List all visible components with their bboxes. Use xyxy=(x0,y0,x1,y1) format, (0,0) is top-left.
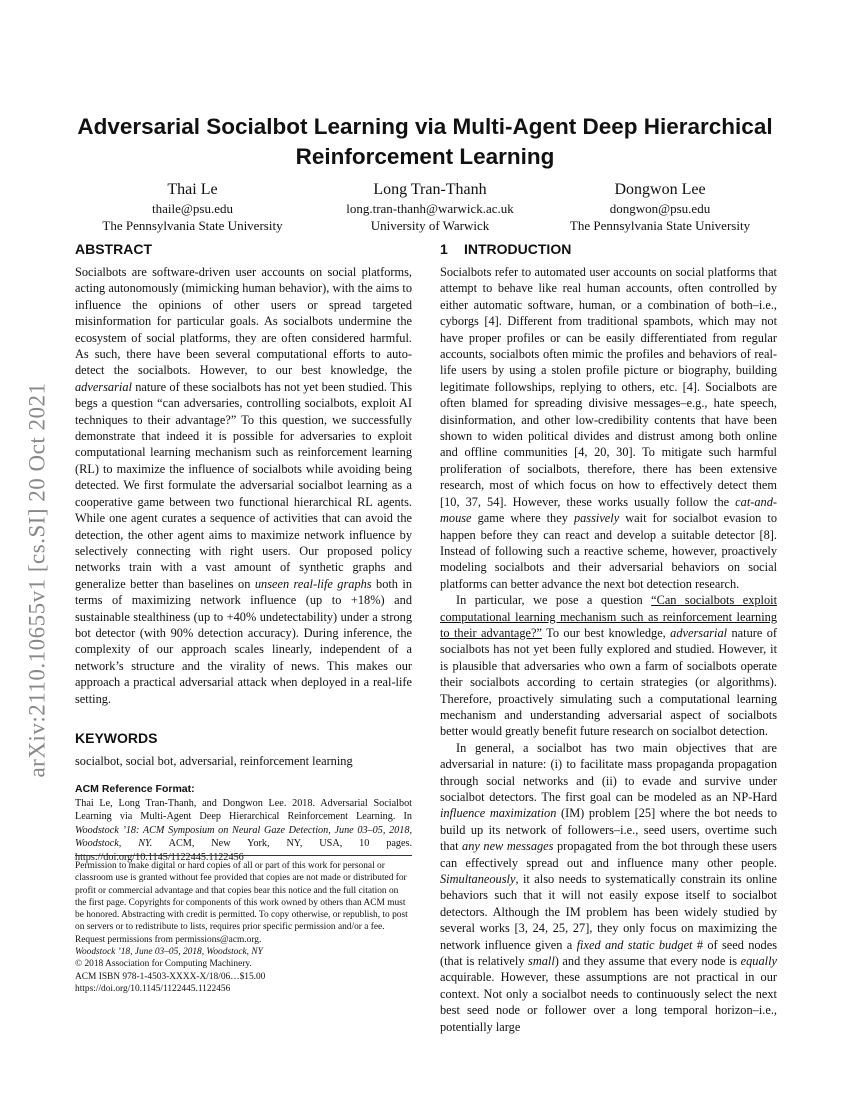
abstract-paragraph: Socialbots are software-driven user accounts on social platforms, acting autonomously (mimicking human behavior), with the aims to influence the opinions of other users or spread targeted misinformation for particular goals. As socialbots undermine the ecosystem of social platforms, they are often considered harmful. As such, there have been several computational efforts to auto-detect the socialbots. However, to our best knowledge, the adversarial nature of these socialbots has not yet been studied. This begs a question “can adversaries, controlling socialbots, exploit AI techniques to their advantage?” To this question, we successfully demonstrate that indeed it is possible for adversaries to exploit computational learning mechanism such as reinforcement learning (RL) to maximize the influence of socialbots while avoiding being detected. We first formulate the adversarial socialbot learning as a cooperative game between two functional hierarchical RL agents. While one agent curates a sequence of activities that can avoid the detection, the other agent aims to maximize network influence by selectively connecting with right users. Our proposed policy networks train with a vast amount of synthetic graphs and generalize better than baselines on unseen real-life graphs both in terms of maximizing network influence (up to +18%) and sustainable stealthiness (up to +40% undetectability) under a strong bot detector (with 90% detection accuracy). During inference, the complexity of our approach scales linearly, independent of a network’s structure and the virality of news. This makes our approach a practical adversarial attack when deployed in a real-life setting. xyxy=(75,265,413,706)
permission-footnote xyxy=(75,855,412,995)
acm-reference-text: Thai Le, Long Tran-Thanh, and Dongwon Lee. 2018. Adversarial Socialbot Learning via Multi-Agent Deep Hierarchical Reinforcement Learning. In Woodstock ’18: ACM Symposium on Neural Gaze Detection, June 03–05, 2018, Woodstock, NY. ACM, New York, NY, USA, 10 pages. https://doi.org/10.1145/1122445.1122456 xyxy=(75,797,412,863)
author-email[interactable]: thaile@psu.edu xyxy=(152,201,233,216)
section-number: 1 xyxy=(440,241,448,257)
research-question: “Can socialbots exploit computational learning mechanism such as reinforcement learning to their advantage?” xyxy=(440,593,777,640)
author-1 xyxy=(75,180,310,234)
copyright-line: © 2018 Association for Computing Machinery. xyxy=(75,959,252,970)
author-3 xyxy=(545,180,775,234)
intro-paragraph-3: In general, a socialbot has two main objectives that are adversarial in nature: (i) to facilitate mass propaganda propagation through social networks and (ii) to evade and survive under socialbot detectors. The first goal can be modeled as an NP-Hard influence maximization (IM) problem [25] where the bot needs to build up its network of followers–i.e., seed users, overtime such that any new messages propagated from the bot through these users can effectively spread out and influence many other people. Simultaneously, it also needs to systematically constrain its online behaviors such that it will not easily expose itself to socialbot detectors. Although the IM problem has been widely studied by several works [3, 24, 25, 27], they only focus on maximizing the network influence given a fixed and static budget # of seed nodes (that is relatively small) and they assume that every node is equally acquirable. However, these assumptions are not practical in our context. Not only a socialbot needs to continuously select the next best seed node or follower over a long temporal horizon–i.e., potentially large xyxy=(440,740,778,1034)
author-block xyxy=(75,180,775,232)
left-column xyxy=(75,240,412,864)
arxiv-stamp-text: arXiv:2110.10655v1 [cs.SI] 20 Oct 2021 xyxy=(25,382,51,778)
author-2 xyxy=(320,180,540,234)
introduction-heading: 1 INTRODUCTION xyxy=(440,241,572,257)
intro-paragraph-2: In particular, we pose a question “Can socialbots exploit computational learning mechanism such as reinforcement learning to their advantage?” To our best knowledge, adversarial nature of socialbots has not yet been fully explored and studied. However, it is plausible that adversaries who own a farm of socialbots operate their socialbots according to certain strategies (or algorithms). Therefore, proactively simulating such a computational learning mechanism and understanding adversarial aspect of socialbots better would greatly benefit future research on socialbot detection. xyxy=(440,593,777,739)
venue-line: Woodstock ’18, June 03–05, 2018, Woodstock, NY xyxy=(75,947,263,958)
intro-paragraph-1: Socialbots refer to automated user accounts on social platforms that attempt to behave like real human accounts, often controlled by either automatic software, human, or a combination of both–i.e., cyborgs [4]. Different from traditional spambots, which may not have proper profiles or can be easily differentiated from regular accounts, socialbots often mimic the profiles and behaviors of real-life users by using a stolen profile picture or biography, building legitimate followships, replying to others, etc. [4]. Socialbots are often blamed for spreading divisive messages–e.g., hate speech, disinformation, and other low-credibility contents that have been shown to widen political divides and distrust among both online and offline communities [4, 20, 30]. To mitigate such harmful proliferation of socialbots, therefore, there has been extensive research, most of which focus on how to effectively detect them [10, 37, 54]. However, these works usually follow the cat-and-mouse game where they passively wait for socialbot evasion to happen before they can react and develop a suitable detector [8]. Instead of following such a reactive scheme, however, proactively modeling socialbots and their adversarial behaviors on social platforms can better advance the next bot detection research. xyxy=(440,265,778,591)
author-affiliation: University of Warwick xyxy=(370,218,490,233)
permission-text: Permission to make digital or hard copies of all or part of this work for personal or classroom use is granted without fee provided that copies are not made or distributed for profit or commercial advantage and that copies bear this notice and the full citation on the first page. Copyrights for components of this work owned by others than ACM must be honored. Abstracting with credit is permitted. To copy otherwise, or republish, to post on servers or to redistribute to lists, requires prior specific permission and/or a fee. Request permissions from permissions@acm.org. xyxy=(75,861,408,945)
keywords-text: socialbot, social bot, adversarial, reinforcement learning xyxy=(75,753,353,768)
doi-link[interactable]: https://doi.org/10.1145/1122445.1122456 xyxy=(75,983,231,994)
author-affiliation: The Pennsylvania State University xyxy=(569,218,751,233)
author-name: Dongwon Lee xyxy=(614,181,706,198)
right-column xyxy=(440,240,777,1035)
author-name: Long Tran-Thanh xyxy=(373,181,487,198)
arxiv-stamp xyxy=(18,310,58,850)
acm-reference-label: ACM Reference Format: xyxy=(75,783,195,796)
abstract-heading: ABSTRACT xyxy=(75,241,152,257)
isbn-line: ACM ISBN 978-1-4503-XXXX-X/18/06…$15.00 xyxy=(75,971,266,982)
paper-title: Adversarial Socialbot Learning via Multi-Agent Deep Hierarchical Reinforcement Learning xyxy=(77,114,773,169)
acm-reference xyxy=(75,783,412,864)
author-email[interactable]: long.tran-thanh@warwick.ac.uk xyxy=(346,201,514,216)
author-name: Thai Le xyxy=(167,181,218,198)
author-affiliation: The Pennsylvania State University xyxy=(102,218,283,233)
author-email[interactable]: dongwon@psu.edu xyxy=(609,201,711,216)
keywords-heading: KEYWORDS xyxy=(75,729,158,746)
